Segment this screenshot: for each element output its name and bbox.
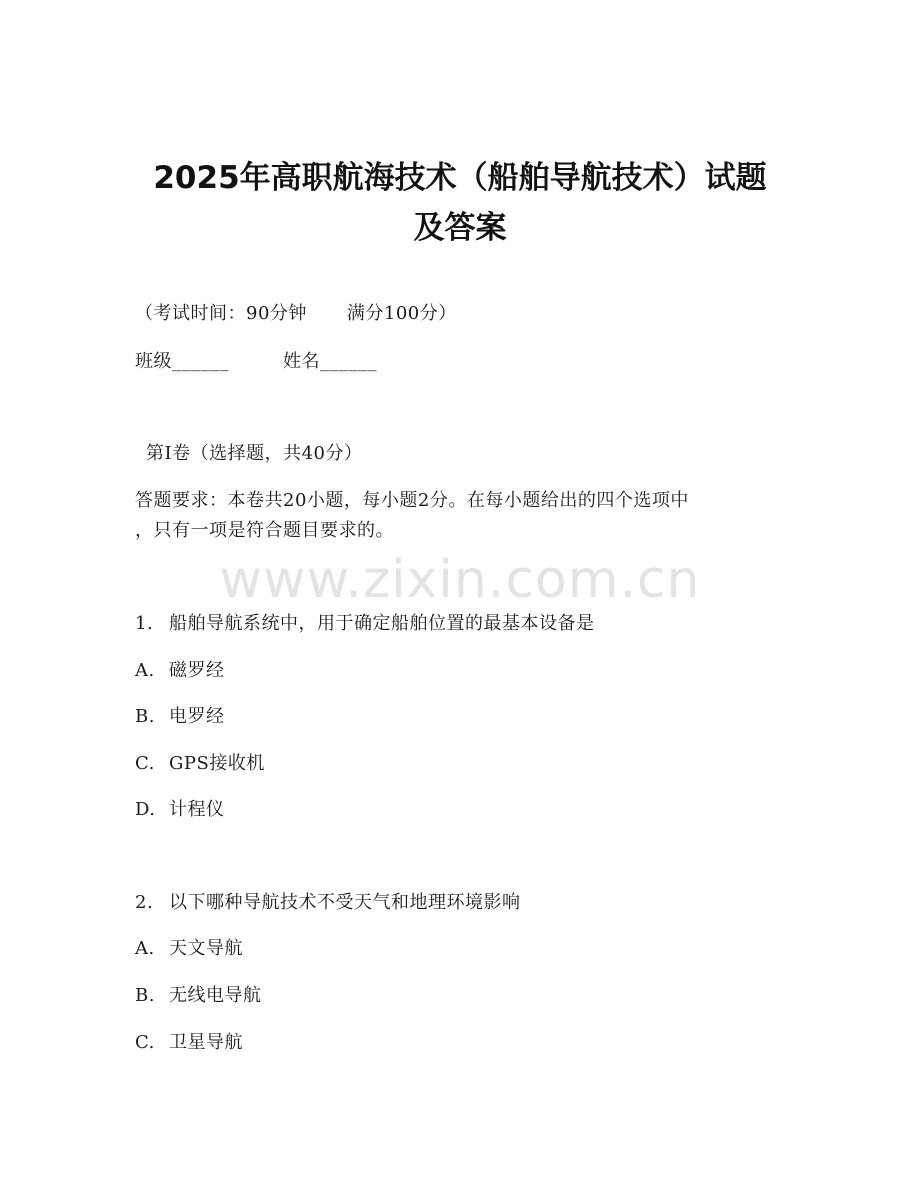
document-title-line-1: 2025年高职航海技术（船舶导航技术）试题 [153,160,767,196]
option-letter: D. [135,799,156,820]
option-letter: B. [135,706,155,727]
name-field-label: 姓名______ [283,351,377,372]
option-text: 电罗经 [169,706,225,727]
option-text: 计程仪 [169,799,225,820]
option-2b[interactable] [135,984,262,1008]
option-letter: A. [135,660,155,681]
question-number: 2. [135,892,154,913]
option-1d[interactable] [135,798,225,822]
option-letter: C. [135,753,155,774]
question-number: 1. [135,613,154,634]
section-heading: 第I卷（选择题，共40分） [146,443,363,464]
option-2a[interactable] [135,937,243,961]
instructions-line-2: ，只有一项是符合题目要求的。 [135,520,394,541]
exam-time: （考试时间：90分钟 [135,303,307,324]
question-text: 船舶导航系统中，用于确定船舶位置的最基本设备是 [169,613,595,634]
question-text: 以下哪种导航技术不受天气和地理环境影响 [169,892,521,913]
option-letter: C. [135,1032,155,1053]
option-text: 天文导航 [169,938,243,959]
option-letter: B. [135,985,155,1006]
option-2c[interactable] [135,1031,243,1055]
option-text: GPS接收机 [169,753,265,774]
exam-full-score: 满分100分） [346,303,457,324]
option-letter: A. [135,938,155,959]
exam-info [135,302,457,326]
instructions-line-1: 答题要求：本卷共20小题，每小题2分。在每小题给出的四个选项中 [135,490,689,511]
option-text: 无线电导航 [169,985,262,1006]
option-1b[interactable] [135,705,225,729]
class-field-label: 班级______ [135,351,229,372]
student-info [135,350,377,374]
watermark: www.zixin.com.cn [219,550,701,610]
option-text: 磁罗经 [169,660,225,681]
option-1c[interactable] [135,752,265,776]
question-2 [135,891,521,915]
document-title-line-2: 及答案 [413,210,507,246]
option-text: 卫星导航 [169,1032,243,1053]
option-1a[interactable] [135,659,225,683]
question-1 [135,612,595,636]
